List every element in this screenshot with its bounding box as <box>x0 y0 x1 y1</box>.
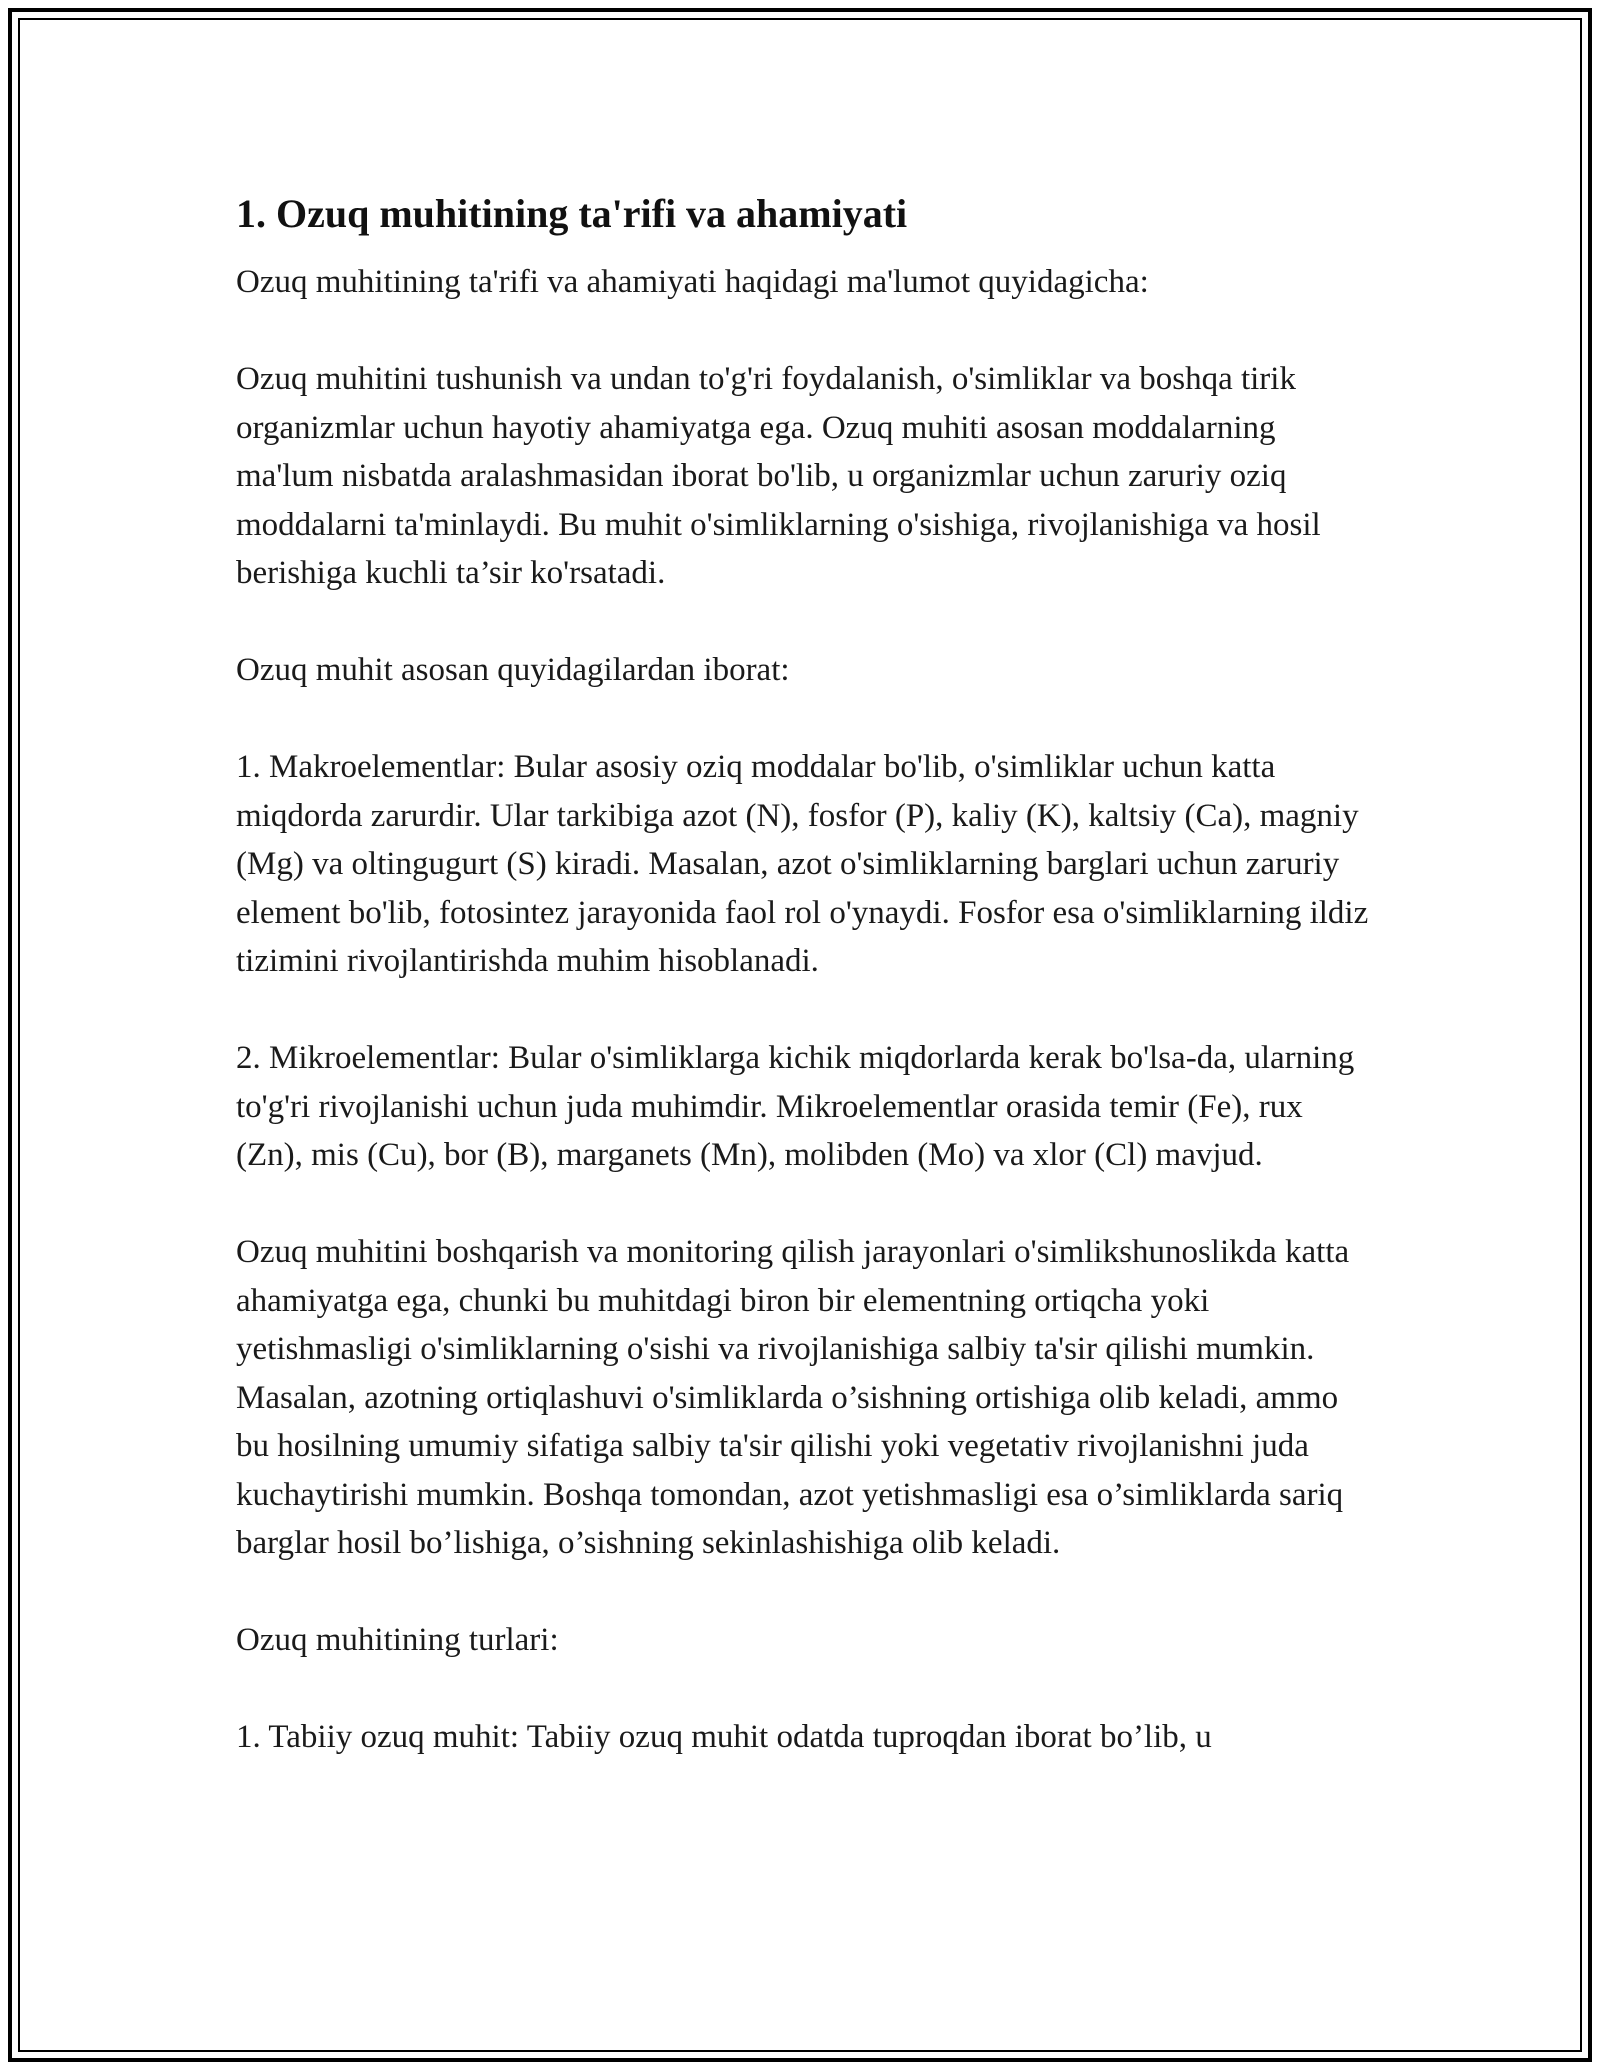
paragraph-composition-intro: Ozuq muhit asosan quyidagilardan iborat: <box>236 652 790 688</box>
paragraph-natural-medium: 1. Tabiiy ozuq muhit: Tabiiy ozuq muhit odatda tuproqdan iborat bo’lib, u <box>236 1719 1212 1755</box>
paragraph-importance: Ozuq muhitini tushunish va undan to'g'ri foydalanish, o'simliklar va boshqa tirik organizmlar uchun hayotiy ahamiyatga ega. Ozuq muhiti asosan moddalarning ma'lum nisbatda aralashmasidan iborat bo'lib, u organizmlar uchun zaruriy oziq moddalarni ta'minlaydi. Bu muhit o'simliklarning o'sishiga, rivojlanishiga va hosil berishiga kuchli ta’sir ko'rsatadi. <box>236 361 1321 591</box>
paragraph-macroelements: 1. Makroelementlar: Bular asosiy oziq moddalar bo'lib, o'simliklar uchun katta miqdorda zarurdir. Ular tarkibiga azot (N), fosfor (P), kaliy (K), kaltsiy (Ca), magniy (Mg) va oltingugurt (S) kiradi. Masalan, azot o'simliklarning barglari uchun zaruriy element bo'lib, fotosintez jarayonida faol rol o'ynaydi. Fosfor esa o'simliklarning ildiz tizimini rivojlantirishda muhim hisoblanadi. <box>236 749 1369 979</box>
paragraph-intro: Ozuq muhitining ta'rifi va ahamiyati haqidagi ma'lumot quyidagicha: <box>236 264 1149 300</box>
paragraph-types-intro: Ozuq muhitining turlari: <box>236 1622 559 1658</box>
paragraph-monitoring: Ozuq muhitini boshqarish va monitoring qilish jarayonlari o'simlikshunoslikda katta ahamiyatga ega, chunki bu muhitdagi biron bir elementning ortiqcha yoki yetishmasligi o'simliklarning o'sishi va rivojlanishiga salbiy ta'sir qilishi mumkin. Masalan, azotning ortiqlashuvi o'simliklarda o’sishning ortishiga olib keladi, ammo bu hosilning umumiy sifatiga salbiy ta'sir qilishi yoki vegetativ rivojlanishni juda kuchaytirishi mumkin. Boshqa tomondan, azot yetishmasligi esa o’simliklarda sariq barglar hosil bo’lishiga, o’sishning sekinlashishiga olib keladi. <box>236 1234 1350 1561</box>
section-heading: 1. Ozuq muhitining ta'rifi va ahamiyati <box>236 191 908 236</box>
document-body <box>236 186 1376 1762</box>
paragraph-microelements: 2. Mikroelementlar: Bular o'simliklarga kichik miqdorlarda kerak bo'lsa-da, ularning to'g'ri rivojlanishi uchun juda muhimdir. Mikroelementlar orasida temir (Fe), rux (Zn), mis (Cu), bor (B), marganets (Mn), molibden (Mo) va xlor (Cl) mavjud. <box>236 1040 1355 1173</box>
